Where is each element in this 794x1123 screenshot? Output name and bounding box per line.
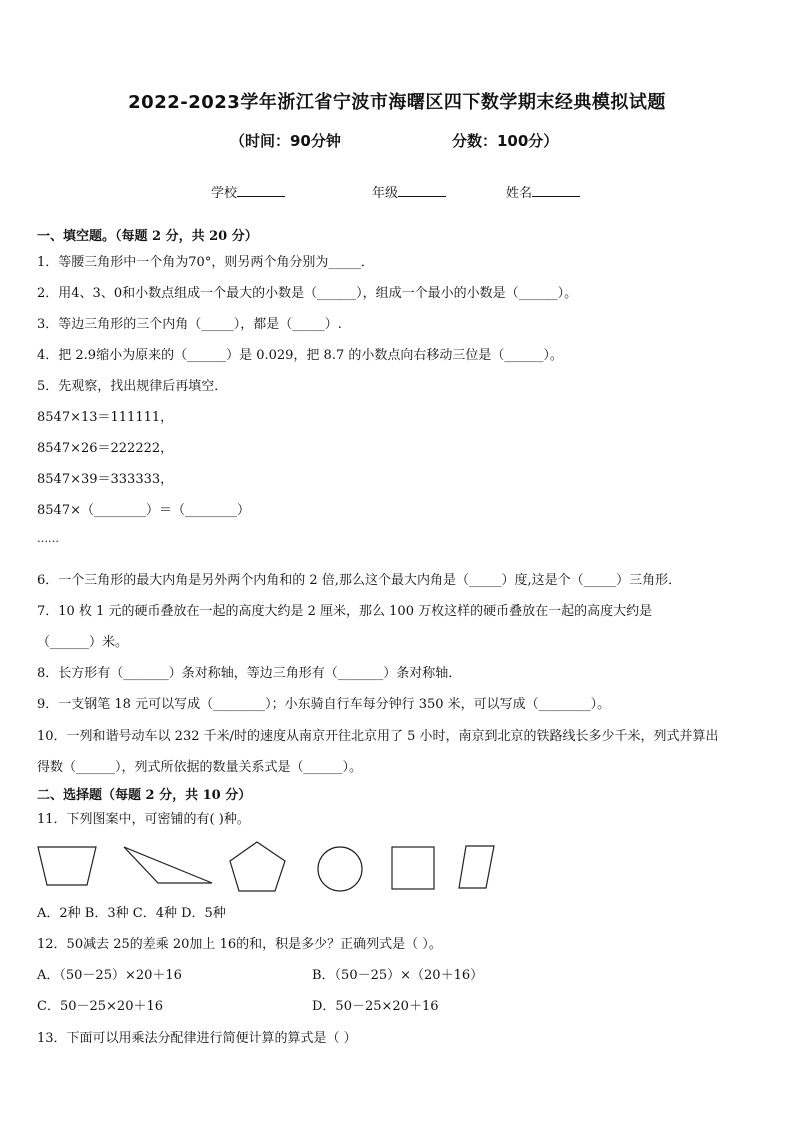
school-label: 学校	[211, 186, 238, 201]
question-10: 10．一列和谐号动车以 232 千米/时的速度从南京开往北京用了 5 小时，南京到北京的铁路线长多少千米，列式并算出	[37, 729, 719, 744]
question-13: 13．下面可以用乘法分配律进行简便计算的算式是（ ）	[37, 1031, 357, 1046]
parallelogram-icon	[458, 844, 496, 890]
q5-line-3: 8547×39＝333333，	[37, 472, 174, 487]
q11-options: A．2种 B．3种 C．4种 D．5种	[37, 906, 226, 921]
grade-label: 年级	[372, 186, 399, 201]
page-title: 2022-2023学年浙江省宁波市海曙区四下数学期末经典模拟试题	[128, 92, 666, 113]
question-3: 3．等边三角形的三个内角（_____），都是（_____）.	[37, 317, 342, 332]
q5-line-4: 8547×（________）＝（________）	[37, 503, 250, 518]
trapezoid-icon	[37, 845, 97, 887]
question-8: 8．长方形有（_______）条对称轴，等边三角形有（_______）条对称轴．	[37, 666, 462, 681]
q5-ellipsis: ……	[37, 532, 59, 545]
question-12: 12．50减去 25的差乘 20加上 16的和，积是多少？正确列式是（ ）。	[37, 937, 442, 952]
name-label: 姓名	[506, 186, 533, 201]
q12-option-c: C．50－25×20＋16	[37, 999, 164, 1014]
circle-icon	[316, 845, 364, 893]
q12-option-b: B．（50－25）×（20＋16）	[312, 968, 484, 983]
name-blank[interactable]	[532, 184, 580, 197]
square-icon	[391, 846, 435, 892]
question-11: 11．下列图案中，可密铺的有( )种。	[37, 812, 250, 827]
q5-line-1: 8547×13＝111111，	[37, 410, 174, 425]
question-5: 5．先观察，找出规律后再填空．	[37, 379, 228, 394]
q12-option-a: A．（50－25）×20＋16	[37, 968, 182, 983]
exam-time: （时间：90分钟	[230, 132, 341, 150]
question-6: 6．一个三角形的最大内角是另外两个内角和的 2 倍,那么这个最大内角是（_____）度,这是个（_____）三角形．	[37, 573, 682, 588]
question-1: 1．等腰三角形中一个角为70°，则另两个角分别为_____．	[37, 255, 374, 270]
question-7: 7．10 枚 1 元的硬币叠放在一起的高度大约是 2 厘米，那么 100 万枚这样的硬币叠放在一起的高度大约是	[37, 604, 653, 619]
q5-line-2: 8547×26＝222222，	[37, 441, 174, 456]
q12-option-d: D．50－25×20＋16	[312, 999, 439, 1014]
section1-heading: 一、填空题。（每题 2 分，共 20 分）	[37, 229, 258, 244]
grade-blank[interactable]	[398, 184, 446, 197]
school-field[interactable]	[211, 182, 285, 201]
question-9: 9．一支钢笔 18 元可以写成（________）；小东骑自行车每分钟行 350 米，可以写成（________）。	[37, 697, 611, 712]
question-2: 2．用4、3、0和小数点组成一个最大的小数是（______），组成一个最小的小数是（______）。	[37, 286, 578, 301]
question-4: 4．把 2.9缩小为原来的（______）是 0.029，把 8.7 的小数点向右移动三位是（______）。	[37, 348, 563, 363]
name-field[interactable]	[506, 182, 580, 201]
grade-field[interactable]	[372, 182, 446, 201]
question-10-cont: 得数（______），列式所依据的数量关系式是（______）。	[37, 760, 363, 775]
question-7-cont: （______）米。	[37, 635, 129, 650]
pentagon-icon	[229, 840, 287, 894]
school-blank[interactable]	[237, 184, 285, 197]
section2-heading: 二、选择题（每题 2 分，共 10 分）	[37, 788, 252, 803]
exam-score: 分数：100分）	[452, 132, 559, 150]
triangle-icon	[122, 845, 214, 887]
